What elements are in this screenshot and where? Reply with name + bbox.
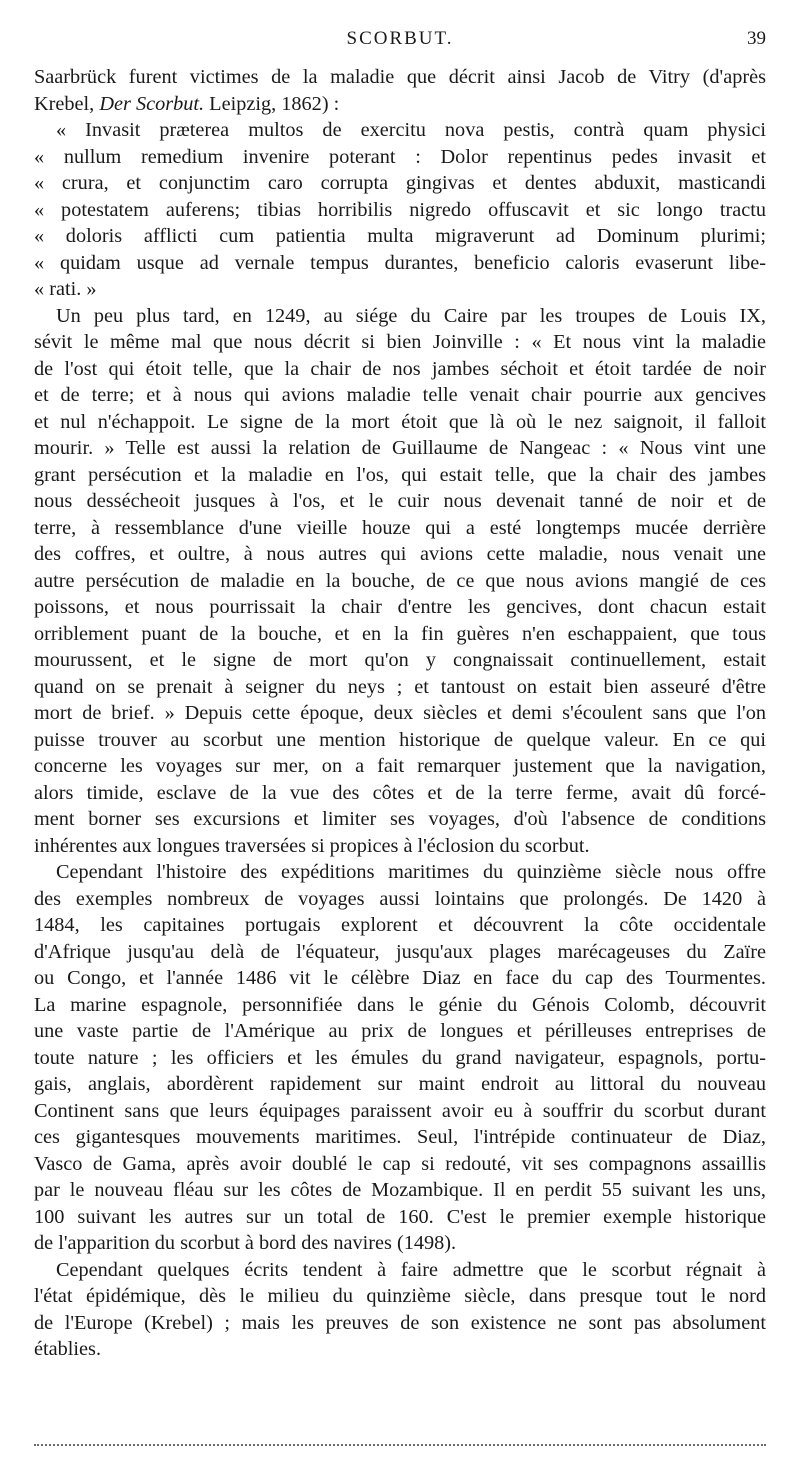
- text-line: ou Congo, et l'année 1486 vit le célèbre Diaz en face du cap des Tourmentes.: [34, 967, 766, 989]
- text-line: Un peu plus tard, en 1249, au siége du Caire par les troupes de Louis IX,: [56, 304, 766, 327]
- text-line: orriblement puant de la bouche, et en la fin guères n'en eschappaient, que tous: [34, 622, 766, 645]
- text-line: ces gigantesques mouvements maritimes. Seul, l'intrépide continuateur de Diaz,: [34, 1126, 766, 1148]
- footer-dotted-rule: [34, 1444, 766, 1446]
- text-line: l'état épidémique, dès le milieu du quinzième siècle, dans presque tout le nord: [34, 1285, 766, 1307]
- book-title-italic: Der Scorbut.: [99, 92, 205, 115]
- text-line: Cependant quelques écrits tendent à faire admettre que le scorbut régnait à: [56, 1258, 766, 1281]
- running-title: SCORBUT.: [346, 28, 454, 49]
- text-line: « crura, et conjunctim caro corrupta gingivas et dentes abduxit, masticandi: [34, 172, 766, 194]
- text-line: La marine espagnole, personnifiée dans le génie du Génois Colomb, découvrit: [34, 993, 766, 1016]
- text-line: 1484, les capitaines portugais explorent et découvrent la côte occidentale: [34, 914, 766, 936]
- page-number: 39: [747, 28, 766, 49]
- text-line: « nullum remedium invenire poterant : Dolor repentinus pedes invasit et: [34, 145, 766, 168]
- text-line: grant persécution et la maladie en l'os, qui estait telle, que la chair des jambes: [34, 463, 766, 486]
- text-line: « potestatem auferens; tibias horribilis nigredo offuscavit et sic longo tractu: [34, 198, 766, 221]
- text-line: Krebel, Der Scorbut. Leipzig, 1862) :: [34, 92, 340, 115]
- text-line: des exemples nombreux de voyages aussi lointains que prolongés. De 1420 à: [34, 887, 766, 910]
- page-header: [34, 28, 766, 54]
- text-line: mourir. » Telle est aussi la relation de Guillaume de Nangeac : « Nous vint une: [34, 437, 766, 459]
- text-line: autre persécution de maladie en la bouche, de ce que nous avions mangié de ces: [34, 569, 766, 592]
- text-line: nous dessécheoit jusques à l'os, et le cuir nous devenait tanné de noir et de: [34, 490, 766, 512]
- text-line: de l'ost qui étoit telle, que la chair de nos jambes séchoit et étoit tardée de noir: [34, 357, 766, 380]
- text-line: puisse trouver au scorbut une mention historique de quelque valeur. En ce qui: [34, 728, 766, 751]
- text-line: inhérentes aux longues traversées si propices à l'éclosion du scorbut.: [34, 834, 590, 857]
- text-line: « quidam usque ad vernale tempus durantes, beneficio caloris evaserunt libe-: [34, 251, 766, 274]
- text-line: concerne les voyages sur mer, on a fait remarquer justement que la navigation,: [34, 755, 766, 777]
- text-line: de l'Europe (Krebel) ; mais les preuves de son existence ne sont pas absolument: [34, 1311, 766, 1334]
- text-line: sévit le même mal que nous décrit si bien Joinville : « Et nous vint la maladie: [34, 331, 766, 353]
- text-line: Saarbrück furent victimes de la maladie que décrit ainsi Jacob de Vitry (d'après: [34, 66, 766, 88]
- text-line: 100 suivant les autres sur un total de 160. C'est le premier exemple historique: [34, 1205, 766, 1228]
- text-line: par le nouveau fléau sur les côtes de Mozambique. Il en perdit 55 suivant les uns,: [34, 1179, 766, 1201]
- text-line: Vasco de Gama, après avoir doublé le cap si redouté, vit ses compagnons assaillis: [34, 1152, 766, 1175]
- text-line: « rati. »: [34, 278, 97, 300]
- text-line: mourussent, et le signe de mort qu'on y congnaissait continuellement, estait: [34, 649, 766, 671]
- text-line: mort de brief. » Depuis cette époque, deux siècles et demi s'écoulent sans que l'on: [34, 702, 766, 724]
- text-line: établies.: [34, 1338, 102, 1360]
- text-line: une vaste partie de l'Amérique au prix de longues et périlleuses entreprises de: [34, 1020, 766, 1042]
- text-line: « doloris afflicti cum patientia multa migraverunt ad Dominum plurimi;: [34, 225, 766, 247]
- text-line: et nul n'échappoit. Le signe de la mort étoit que là où le nez saignoit, il falloit: [34, 410, 766, 433]
- text-line: terre, à ressemblance d'une vieille houze qui a esté longtemps mucée derrière: [34, 516, 766, 539]
- text-line: quand on se prenait à seigner du neys ; et tantoust on estait bien asseuré d'être: [34, 675, 766, 698]
- text-line: poissons, et nous pourrissait la chair d'entre les gencives, dont chacun estait: [34, 596, 766, 618]
- text-line: des coffres, et oultre, à nous autres qui avions cette maladie, nous venait une: [34, 543, 766, 565]
- text-line: d'Afrique jusqu'au delà de l'équateur, jusqu'aux plages marécageuses du Zaïre: [34, 940, 766, 963]
- text-line: « Invasit præterea multos de exercitu nova pestis, contrà quam physici: [56, 119, 766, 141]
- body-text: [34, 64, 766, 1363]
- text-line: Cependant l'histoire des expéditions maritimes du quinzième siècle nous offre: [56, 861, 766, 883]
- text-line: alors timide, esclave de la vue des côtes et de la terre ferme, avait dû forcé-: [34, 781, 766, 804]
- text-line: toute nature ; les officiers et les émules du grand navigateur, espagnols, portu-: [34, 1046, 766, 1069]
- text-line: Continent sans que leurs équipages paraissent avoir eu à souffrir du scorbut durant: [34, 1099, 766, 1122]
- text-line: gais, anglais, abordèrent rapidement sur maint endroit au littoral du nouveau: [34, 1073, 766, 1095]
- text-line: et de terre; et à nous qui avions maladie telle venait chair pourrie aux gencives: [34, 384, 766, 406]
- text-line: ment borner ses excursions et limiter ses voyages, d'où l'absence de conditions: [34, 808, 766, 830]
- text-line: de l'apparition du scorbut à bord des navires (1498).: [34, 1232, 457, 1254]
